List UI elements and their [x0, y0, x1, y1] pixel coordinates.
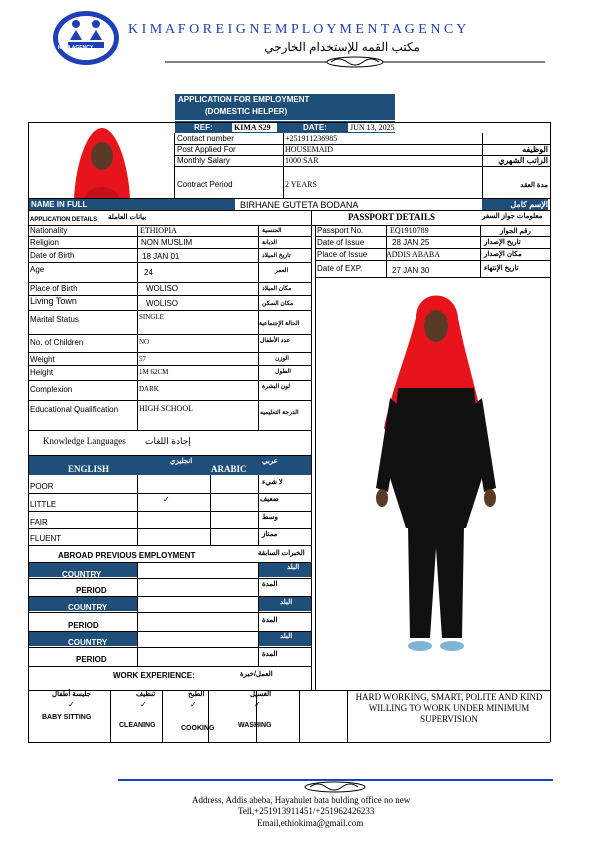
passport-label: Date of EXP. — [317, 264, 363, 273]
ornament-divider — [165, 55, 545, 67]
name-label: NAME IN FULL — [29, 199, 235, 210]
skill-check: ✓ — [140, 700, 147, 709]
ref-value: KIMA S29 — [234, 123, 271, 132]
period-arabic: مدة العقد — [520, 182, 548, 189]
level-arabic: ضعيف — [260, 496, 279, 503]
country-label: COUNTRY — [68, 638, 108, 647]
salary-label: Monthly Salary — [177, 156, 230, 165]
passport-label: Date of Issue — [317, 238, 365, 247]
personal-value: 24 — [144, 268, 153, 277]
passport-arabic: مكان الإصدار — [484, 251, 522, 258]
personal-value: ETHIOPIA — [140, 226, 177, 235]
skill-arabic: الغسيل — [250, 691, 272, 698]
period-arabic: المدة — [262, 581, 278, 588]
personal-label: Religion — [30, 238, 59, 247]
personal-label: Complexion — [30, 385, 73, 394]
arabic-label: ARABIC — [211, 464, 247, 474]
personal-value: DARK — [139, 385, 159, 393]
agency-name-arabic: مكتب القمه للإستخدام الخارجي — [264, 40, 420, 54]
personal-label: Height — [30, 368, 54, 377]
country-arabic: البلد — [287, 564, 300, 571]
personal-arabic: الحالة الإجتماعية — [259, 321, 300, 327]
contact-label: Contact number — [177, 134, 234, 143]
personal-value: WOLISO — [146, 299, 179, 308]
form-title-line1: APPLICATION FOR EMPLOYMENT — [178, 95, 310, 104]
work-title-arabic: العمل/خبرة — [240, 671, 273, 678]
personal-label: No. of Children — [30, 338, 84, 347]
form-title — [175, 94, 395, 120]
personal-arabic: الديانة — [262, 240, 278, 246]
footer-address: Address, Addis abeba, Hayahulet bata bulding office no new — [192, 795, 411, 805]
period-value: 2 YEARS — [285, 180, 317, 189]
skill-label: CLEANING — [119, 722, 156, 729]
personal-arabic: عدد الأطفال — [260, 338, 291, 344]
country-arabic-bar — [259, 563, 311, 577]
personal-value: 18 JAN 01 — [142, 252, 180, 261]
skill-check: ✓ — [68, 700, 75, 709]
level-arabic: لا شيء — [262, 479, 283, 486]
period-arabic: المدة — [262, 617, 278, 624]
country-arabic: البلد — [280, 633, 293, 640]
personal-value: NO — [139, 338, 150, 346]
remarks-text: HARD WORKING, SMART, POLITE AND KIND WILLING TO WORK UNDER MINIMUM SUPERVISION — [355, 692, 543, 724]
personal-arabic: مكان السكن — [262, 301, 294, 307]
personal-label: Educational Qualification — [30, 405, 119, 414]
post-value: HOUSEMAID — [285, 145, 333, 154]
personal-label: Weight — [30, 355, 55, 364]
level-label: FAIR — [30, 518, 48, 527]
personal-value: 57 — [139, 355, 146, 363]
personal-arabic: العمر — [275, 268, 289, 274]
app-details-label: APPLICATION DETAILS — [30, 217, 98, 223]
period-label: PERIOD — [68, 621, 99, 630]
passport-value: EQ1910789 — [390, 226, 429, 235]
passport-arabic: تاريخ الإنتهاء — [484, 265, 519, 272]
languages-title-arabic: إجادة اللغات — [145, 436, 191, 446]
level-label: FLUENT — [30, 534, 62, 543]
passport-value: 28 JAN 25 — [392, 238, 430, 247]
personal-value: NON MUSLIM — [141, 238, 193, 247]
personal-value: 1M 62CM — [139, 368, 169, 376]
app-details-arabic: بيانات العاملة — [108, 214, 147, 221]
post-arabic: الوظيفه — [522, 145, 548, 154]
skill-check: ✓ — [254, 700, 261, 709]
personal-label: Living Town — [30, 296, 77, 306]
period-arabic: المدة — [262, 651, 278, 658]
arabic-arabic: عربي — [262, 458, 278, 465]
country-label: COUNTRY — [62, 570, 102, 579]
period-label: Contract Period — [177, 180, 233, 189]
personal-arabic: مكان الميلاد — [262, 286, 292, 292]
date-value: JUN 13, 2025 — [350, 123, 395, 132]
salary-value: 1000 SAR — [285, 156, 319, 165]
skill-arabic: جليسة أطفال — [52, 691, 91, 698]
personal-value: SINGLE — [139, 313, 164, 321]
level-label: POOR — [30, 482, 54, 491]
date-label: DATE: — [303, 123, 327, 132]
footer-email: Email,ethiokima@gmail.com — [257, 818, 364, 828]
personal-arabic: تاريخ الميلاد — [262, 253, 291, 259]
ref-label: REF: — [194, 123, 213, 132]
level-arabic: وسط — [262, 514, 278, 521]
period-label: PERIOD — [76, 586, 107, 595]
abroad-title: ABROAD PREVIOUS EMPLOYMENT — [58, 551, 196, 560]
abroad-title-arabic: الخبرات السابقة — [258, 550, 305, 557]
period-label: PERIOD — [76, 655, 107, 664]
skill-arabic: تنظيف — [136, 691, 156, 698]
languages-title: Knowledge Languages — [43, 436, 126, 446]
personal-arabic: الجنسية — [262, 228, 282, 234]
personal-arabic: الدرجة التعليميه — [260, 410, 299, 416]
footer-divider — [118, 779, 553, 795]
contact-value: +251911236985 — [285, 134, 338, 143]
country-arabic: البلد — [280, 599, 293, 606]
passport-value: ADDIS ABABA — [386, 250, 441, 259]
top-photo — [30, 122, 174, 198]
personal-label: Age — [30, 265, 45, 274]
personal-arabic: لون البشرة — [262, 384, 291, 390]
name-value: BIRHANE GUTETA BODANA — [240, 200, 359, 210]
form-title-line2: (DOMESTIC HELPER) — [205, 107, 288, 116]
work-title: WORK EXPERIENCE: — [113, 671, 195, 680]
salary-arabic: الراتب الشهري — [498, 156, 548, 165]
name-arabic: الإسم كامل — [482, 199, 548, 210]
agency-logo — [52, 10, 120, 66]
skill-check: ✓ — [190, 700, 197, 709]
personal-label: Marital Status — [30, 315, 79, 324]
personal-value: HIGH SCHOOL — [139, 404, 193, 413]
passport-details-arabic: معلومات جواز السفر — [482, 213, 543, 220]
skill-label: COOKING — [181, 725, 215, 732]
passport-arabic: تاريخ الإصدار — [484, 239, 521, 246]
post-label: Post Applied For — [177, 145, 236, 154]
skill-label: WASHING — [238, 722, 272, 729]
personal-label: Nationality — [30, 226, 68, 235]
personal-label: Place of Birth — [30, 284, 78, 293]
logo-text: KIMA AGENCY — [58, 45, 94, 51]
skill-label: BABY SITTING — [42, 714, 92, 721]
personal-value: WOLISO — [146, 284, 179, 293]
passport-label: Place of Issue — [317, 250, 368, 259]
passport-details-label: PASSPORT DETAILS — [348, 212, 435, 222]
level-label: LITTLE — [30, 500, 57, 509]
english-arabic: انجليزي — [170, 458, 193, 465]
full-body-photo — [316, 278, 549, 668]
level-english-check: ✓ — [163, 495, 170, 504]
passport-arabic: رقم الجواز — [500, 228, 531, 235]
passport-label: Passport No. — [317, 226, 364, 235]
personal-label: Date of Birth — [30, 251, 75, 260]
footer-tell: Tell,+251913911451/+251962426233 — [238, 806, 375, 816]
level-arabic: ممتاز — [262, 531, 278, 538]
agency-name: K I M A F O R E I G N E M P L O Y M E N T A G E N C Y — [128, 22, 467, 37]
personal-arabic: الوزن — [275, 356, 289, 362]
country-label: COUNTRY — [68, 603, 108, 612]
english-label: ENGLISH — [68, 464, 110, 474]
personal-arabic: الطول — [275, 369, 291, 375]
skill-arabic: الطبخ — [188, 691, 205, 698]
passport-value: 27 JAN 30 — [392, 266, 430, 275]
